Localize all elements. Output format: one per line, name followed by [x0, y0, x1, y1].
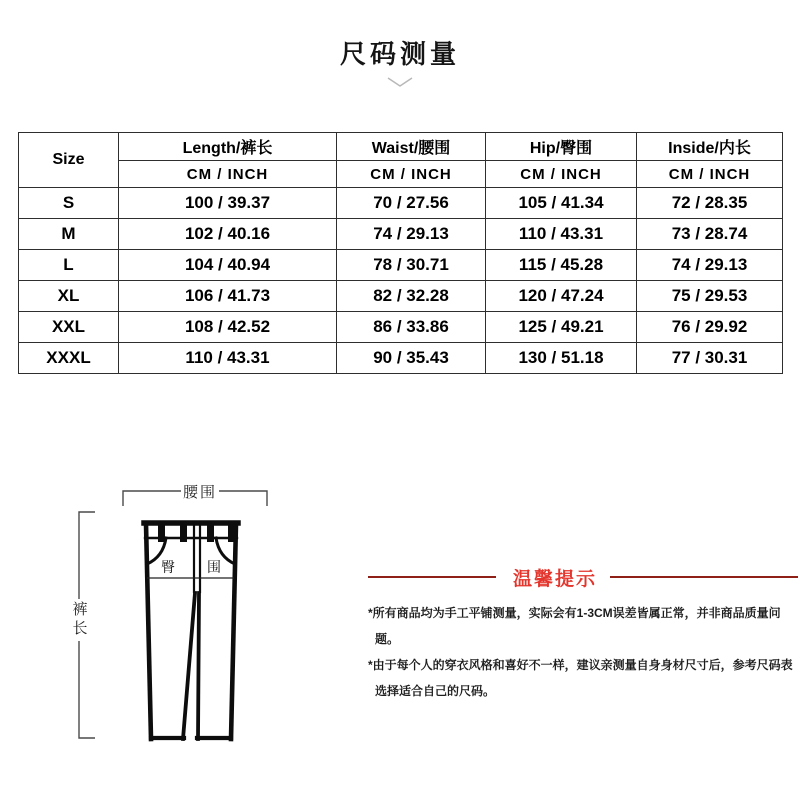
waist-measure-label: 腰围 — [182, 484, 218, 501]
hip-label-left: 臀 — [161, 559, 175, 575]
page-title: 尺码测量 — [339, 39, 460, 69]
tips-divider-left — [368, 576, 496, 578]
table-row-m — [19, 219, 783, 250]
waist-value: 90 / 35.43 — [337, 343, 486, 374]
hip-value: 120 / 47.24 — [486, 281, 637, 312]
length-measure-label: 裤长 — [70, 601, 88, 639]
table-row-l — [19, 250, 783, 281]
inside-value: 75 / 29.53 — [637, 281, 783, 312]
pants-outline — [144, 523, 238, 739]
tips-notes — [368, 600, 798, 704]
length-value: 102 / 40.16 — [119, 219, 337, 250]
table-row-xxxl — [19, 343, 783, 374]
inside-value: 73 / 28.74 — [637, 219, 783, 250]
inside-value: 72 / 28.35 — [637, 188, 783, 219]
hip-value: 130 / 51.18 — [486, 343, 637, 374]
page-header — [0, 34, 800, 88]
tips-note-1: *所有商品均为手工平铺测量，实际会有1-3CM误差皆属正常，并非商品质量问题。 — [368, 606, 781, 646]
size-measurement-table — [18, 132, 783, 374]
size-label: S — [19, 188, 119, 219]
hip-value: 125 / 49.21 — [486, 312, 637, 343]
col-header-length: Length/裤长 — [119, 133, 337, 161]
size-label: XXL — [19, 312, 119, 343]
length-value: 104 / 40.94 — [119, 250, 337, 281]
size-label: M — [19, 219, 119, 250]
unit-header-inside: CM / INCH — [637, 161, 783, 188]
unit-header-length: CM / INCH — [119, 161, 337, 188]
inside-value: 74 / 29.13 — [637, 250, 783, 281]
table-row-s — [19, 188, 783, 219]
table-row-xl — [19, 281, 783, 312]
tips-title: 温馨提示 — [513, 568, 598, 590]
hip-label-right: 围 — [207, 559, 221, 575]
waist-value: 74 / 29.13 — [337, 219, 486, 250]
tips-divider-right — [610, 576, 798, 578]
hip-value: 105 / 41.34 — [486, 188, 637, 219]
unit-header-hip: CM / INCH — [486, 161, 637, 188]
size-label: XXXL — [19, 343, 119, 374]
waist-value: 70 / 27.56 — [337, 188, 486, 219]
tips-section — [368, 560, 798, 704]
inside-value: 77 / 30.31 — [637, 343, 783, 374]
unit-header-waist: CM / INCH — [337, 161, 486, 188]
col-header-hip: Hip/臀围 — [486, 133, 637, 161]
col-header-waist: Waist/腰围 — [337, 133, 486, 161]
chevron-down-icon — [386, 76, 414, 88]
length-value: 108 / 42.52 — [119, 312, 337, 343]
col-header-size: Size — [19, 133, 119, 188]
table-row-xxl — [19, 312, 783, 343]
waist-value: 78 / 30.71 — [337, 250, 486, 281]
hip-value: 115 / 45.28 — [486, 250, 637, 281]
pants-measurement-diagram — [50, 460, 330, 760]
size-label: XL — [19, 281, 119, 312]
waist-value: 82 / 32.28 — [337, 281, 486, 312]
inside-value: 76 / 29.92 — [637, 312, 783, 343]
length-value: 110 / 43.31 — [119, 343, 337, 374]
length-value: 106 / 41.73 — [119, 281, 337, 312]
hip-value: 110 / 43.31 — [486, 219, 637, 250]
col-header-inside: Inside/内长 — [637, 133, 783, 161]
tips-header — [368, 560, 798, 594]
length-value: 100 / 39.37 — [119, 188, 337, 219]
tips-note-2: *由于每个人的穿衣风格和喜好不一样，建议亲测量自身身材尺寸后，参考尺码表选择适合自己的尺码。 — [368, 658, 793, 698]
waist-value: 86 / 33.86 — [337, 312, 486, 343]
size-label: L — [19, 250, 119, 281]
